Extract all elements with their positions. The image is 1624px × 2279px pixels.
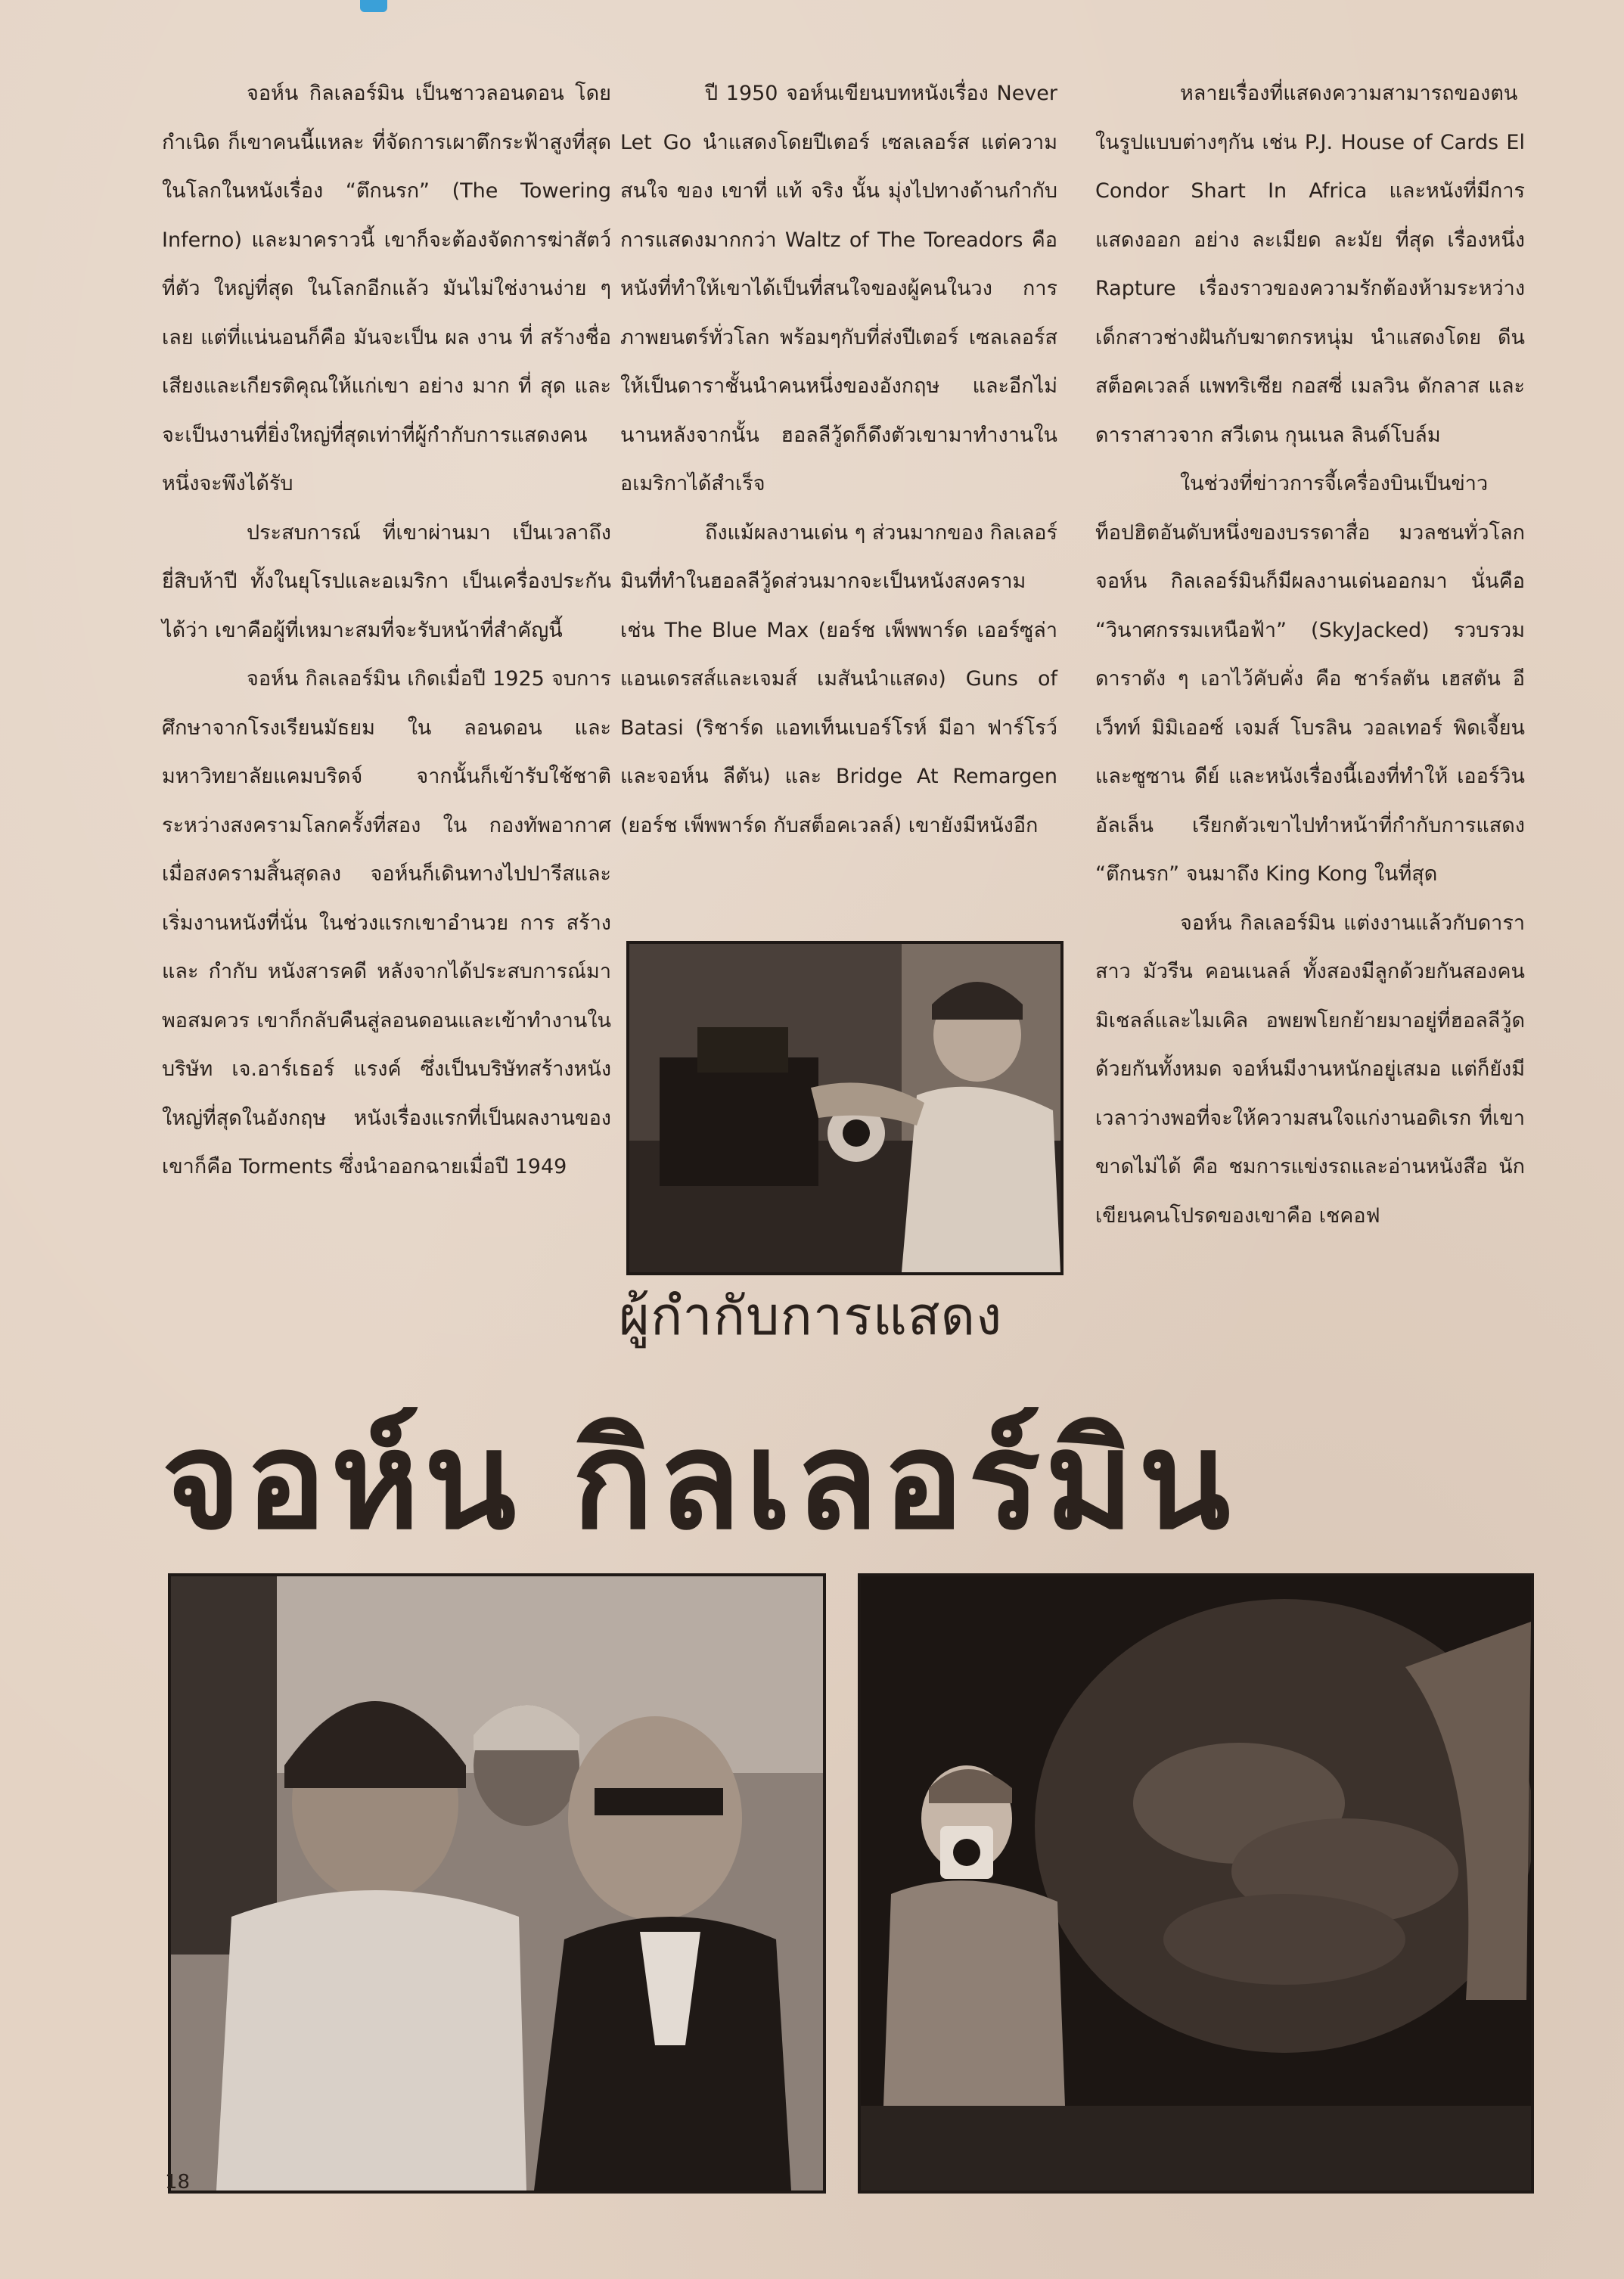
paragraph-3-3: จอห์น กิลเลอร์มิน แต่งงานแล้วกับดาราสาว มัวรีน คอนเนลล์ ทั้งสองมีลูกด้วยกันสองคน มิเชลล์และไมเคิล อพยพโยกย้ายมาอยู่ที่ฮอลลีวู้ดด้วยกันทั้งหมด จอห์นมีงานหนักอยู่เสมอ แต่ก็ยังมีเวลาว่างพอที่จะให้ความสนใจแก่งานอดิเรก ที่เขา ขาดไม่ได้ คือ ชมการแข่งรถและอ่านหนังสือ นักเขียนคนโปรดของเขาคือ เชคอฟ	[1095, 911, 1525, 1228]
king-kong-set-photo	[858, 1573, 1534, 2194]
director-camera-photo	[626, 941, 1064, 1275]
page-number: 18	[165, 2171, 191, 2194]
article-column-2	[620, 70, 1057, 850]
top-blue-mark	[360, 0, 387, 12]
article-column-3	[1095, 70, 1525, 1240]
paragraph-1-3: จอห์น กิลเลอร์มิน เกิดเมื่อปี 1925 จบการศึกษาจากโรงเรียนมัธยม ใน ลอนดอน และมหาวิทยาลัยแคมบริดจ์ จากนั้นก็เข้ารับใช้ชาติระหว่างสงครามโลกครั้งที่สอง ใน กองทัพอากาศ เมื่อสงครามสิ้นสุดลง จอห์นก็เดินทางไปปารีสและเริ่มงานหนังที่นั่น ในช่วงแรกเขาอำนวย การ สร้าง และ กำกับ หนังสารคดี หลังจากได้ประสบการณ์มาพอสมควร เขาก็กลับคืนสู่ลอนดอนและเข้าทำงานในบริษัท เจ.อาร์เธอร์ แรงค์ ซึ่งเป็นบริษัทสร้างหนังใหญ่ที่สุดในอังกฤษ หนังเรื่องแรกที่เป็นผลงานของเขาก็คือ Torments ซึ่งนำออกฉายเมื่อปี 1949	[162, 667, 611, 1178]
article-subtitle: ผู้กำกับการแสดง	[619, 1285, 1003, 1347]
article-column-1	[162, 70, 611, 1192]
director-camera-illustration	[629, 944, 1060, 1272]
paragraph-1-1: จอห์น กิลเลอร์มิน เป็นชาวลอนดอน โดยกำเนิด ก็เขาคนนี้แหละ ที่จัดการเผาตึกระฟ้าสูงที่สุดในโลกในหนังเรื่อง “ตึกนรก” (The Towering Inferno) และมาคราวนี้ เขาก็จะต้องจัดการฆ่าสัตว์ ที่ตัว ใหญ่ที่สุด ในโลกอีกแล้ว มันไม่ใช่งานง่าย ๆ เลย แต่ที่แน่นอนก็คือ มันจะเป็น ผล งาน ที่ สร้างชื่อเสียงและเกียรติคุณให้แก่เขา อย่าง มาก ที่ สุด และจะเป็นงานที่ยิ่งใหญ่ที่สุดเท่าที่ผู้กำกับการแสดงคนหนึ่งจะพึงได้รับ	[162, 82, 611, 495]
film-crew-illustration	[171, 1576, 823, 2191]
paragraph-3-1: หลายเรื่องที่แสดงความสามารถของตน ในรูปแบบต่างๆกัน เช่น P.J. House of Cards El Condor Shart In Africa และหนังที่มีการแสดงออก อย่าง ละเมียด ละมัย ที่สุด เรื่องหนึ่ง Rapture เรื่องราวของความรักต้องห้ามระหว่างเด็กสาวช่างฝันกับฆาตกรหนุ่ม นำแสดงโดย ดีน สต็อคเวลล์ แพทริเซีย กอสซี่ เมลวิน ดักลาส และดาราสาวจาก สวีเดน กุนเนล ลินด์โบล์ม	[1095, 82, 1525, 447]
film-crew-photo	[168, 1573, 826, 2194]
paragraph-2-1: ปี 1950 จอห์นเขียนบทหนังเรื่อง Never Let Go นำแสดงโดยปีเตอร์ เซลเลอร์ส แต่ความสนใจ ของ เขาที่ แท้ จริง นั้น มุ่งไปทางด้านกำกับการแสดงมากกว่า Waltz of The Toreadors คือหนังที่ทำให้เขาได้เป็นที่สนใจของผู้คนในวง การ ภาพยนตร์ทั่วโลก พร้อมๆกับที่ส่งปีเตอร์ เซลเลอร์สให้เป็นดาราชั้นนำคนหนึ่งของอังกฤษ และอีกไม่นานหลังจากนั้น ฮอลลีวู้ดก็ดึงตัวเขามาทำงานในอเมริกาได้สำเร็จ	[620, 82, 1057, 495]
paragraph-1-2: ประสบการณ์ ที่เขาผ่านมา เป็นเวลาถึงยี่สิบห้าปี ทั้งในยุโรปและอเมริกา เป็นเครื่องประกันได้ว่า เขาคือผู้ที่เหมาะสมที่จะรับหน้าที่สำคัญนี้	[162, 520, 611, 642]
article-headline: จอห์น กิลเลอร์มิน	[162, 1402, 1235, 1559]
king-kong-hand-illustration	[861, 1576, 1531, 2191]
paragraph-2-2: ถึงแม้ผลงานเด่น ๆ ส่วนมากของ กิลเลอร์มินที่ทำในฮอลลีวู้ดส่วนมากจะเป็นหนังสงคราม เช่น The Blue Max (ยอร์ช เพ็พพาร์ด เออร์ซูล่า แอนเดรสส์และเจมส์ เมสันนำแสดง) Guns of Batasi (ริชาร์ด แอทเท็นเบอร์โรห์ มีอา ฟาร์โรว์ และจอห์น ลีตัน) และ Bridge At Remargen (ยอร์ช เพ็พพาร์ด กับสต็อคเวลล์) เขายังมีหนังอีก	[620, 520, 1058, 837]
paragraph-3-2: ในช่วงที่ข่าวการจี้เครื่องบินเป็นข่าวท็อปฮิตอันดับหนึ่งของบรรดาสื่อ มวลชนทั่วโลก จอห์น กิลเลอร์มินก็มีผลงานเด่นออกมา นั่นคือ “วินาศกรรมเหนือฟ้า” (SkyJacked) รวบรวมดาราดัง ๆ เอาไว้คับคั่ง คือ ชาร์ลตัน เฮสตัน อีเว็ทท์ มิมิเออซ์ เจมส์ โบรลิน วอลเทอร์ พิดเจี้ยน และซูซาน ดีย์ และหนังเรื่องนี้เองที่ทำให้ เออร์วิน อัลเล็น เรียกตัวเขาไปทำหน้าที่กำกับการแสดง “ตึกนรก” จนมาถึง King Kong ในที่สุด	[1095, 472, 1525, 886]
